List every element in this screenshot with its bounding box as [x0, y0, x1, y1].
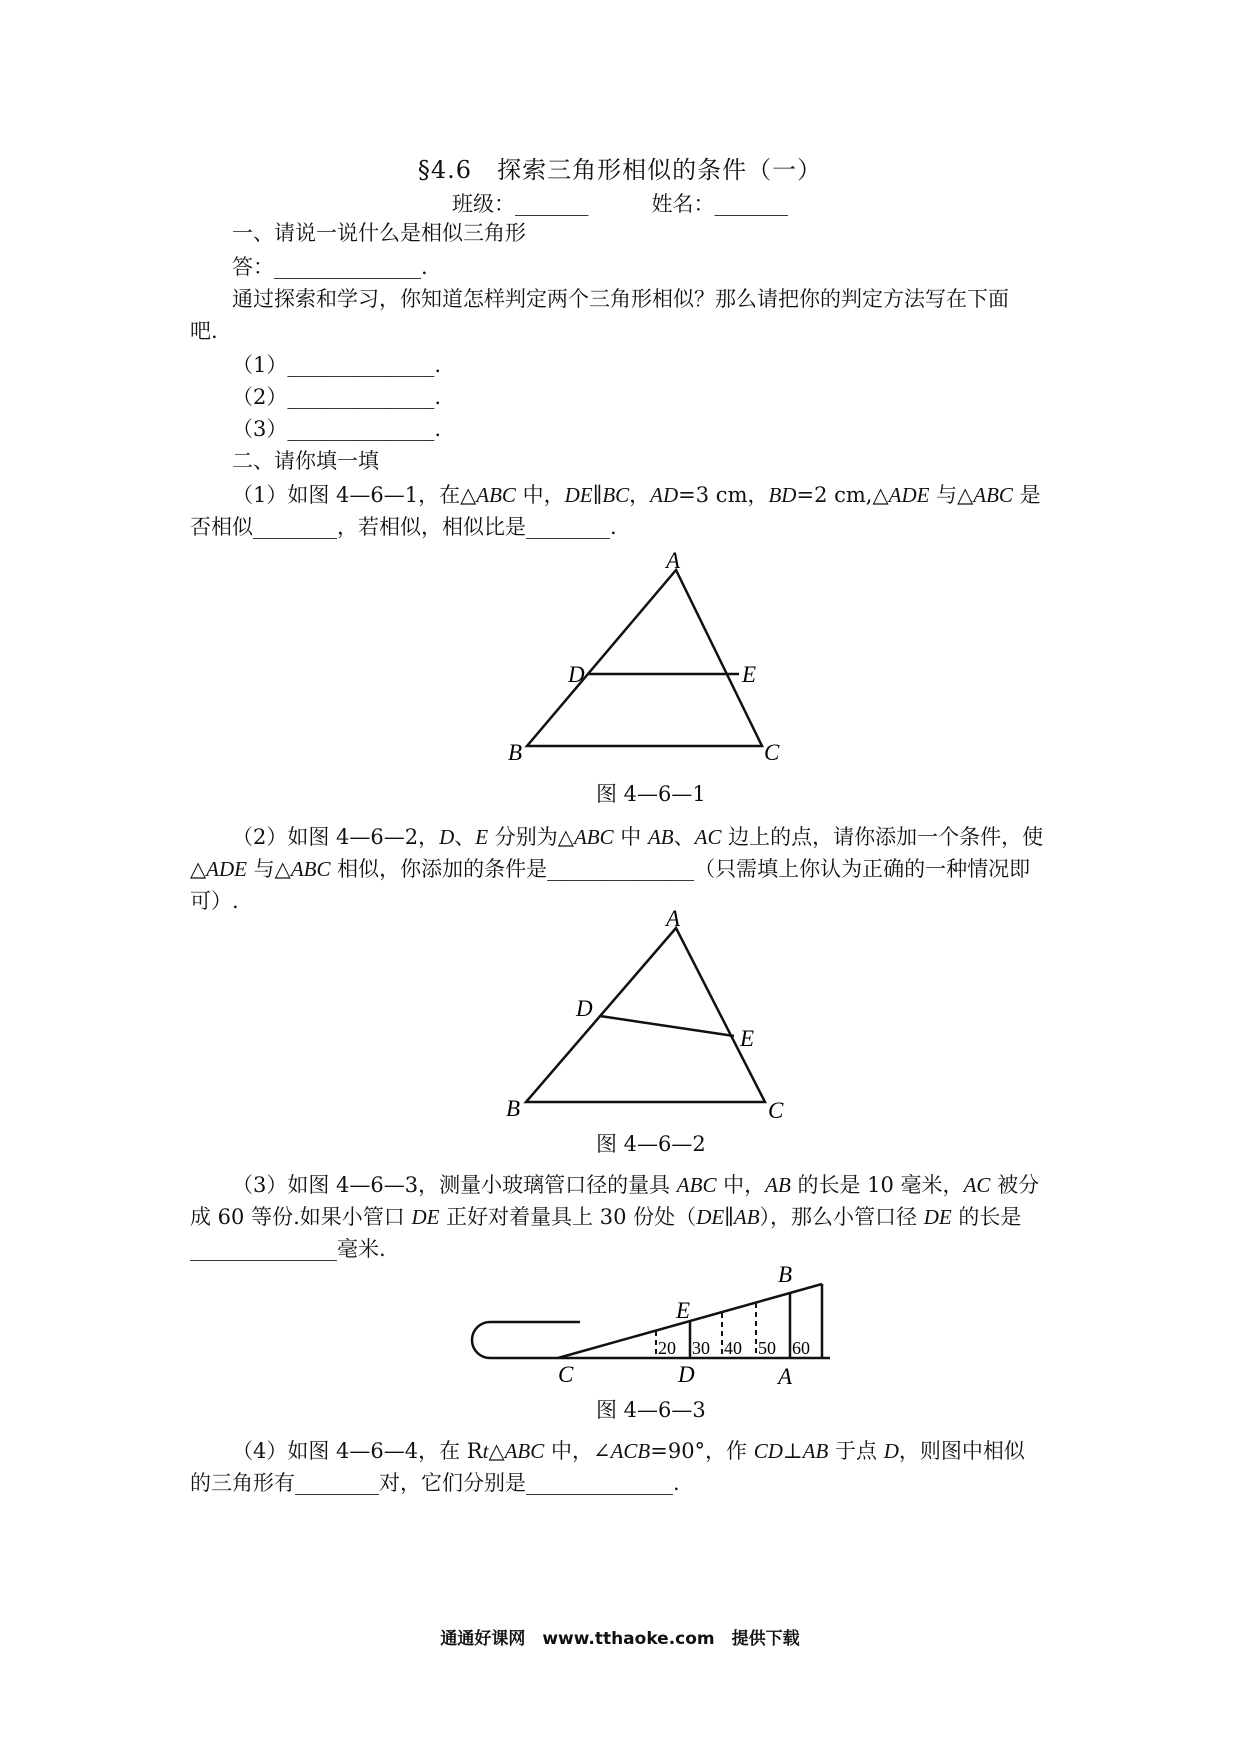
text: 相似，你添加的条件是______________（只需填上你认为正确的一种情况即	[330, 857, 1031, 881]
label-c: C	[768, 1098, 784, 1123]
text: 中	[613, 825, 648, 849]
math: ABC	[504, 1439, 545, 1463]
text: ），那么小管口径	[759, 1205, 924, 1229]
page-footer: 通通好课网 www.tthaoke.com 提供下载	[440, 1629, 800, 1649]
part1-heading: 一、请说一说什么是相似三角形	[232, 221, 526, 245]
math: DE	[923, 1205, 952, 1229]
q3-line2	[190, 1202, 1021, 1232]
text: （2）如图 4—6—2，	[232, 825, 440, 849]
q1-line1	[232, 480, 1041, 510]
label-b: B	[506, 1096, 521, 1121]
text: ，则图中相似	[898, 1439, 1025, 1463]
text: =90°，作	[650, 1439, 754, 1463]
text: =2 cm,△	[796, 483, 889, 507]
math: AB	[765, 1173, 791, 1197]
math: ABC	[573, 825, 614, 849]
text: 边上的点，请你添加一个条件，使	[721, 825, 1044, 849]
math: ABC	[973, 483, 1013, 507]
label-e: E	[740, 1026, 755, 1051]
math: ABC	[476, 483, 516, 507]
math: AB	[647, 825, 674, 849]
glass-tube	[472, 1322, 830, 1358]
math: AB	[802, 1439, 829, 1463]
tick-label-20: 20	[658, 1338, 676, 1358]
part2-heading: 二、请你填一填	[232, 449, 379, 473]
label-b: B	[778, 1262, 793, 1287]
math: CD	[753, 1439, 783, 1463]
q2-line2	[190, 854, 1030, 884]
label-a: A	[778, 1364, 793, 1389]
math: ABC	[676, 1173, 717, 1197]
tick-label-40: 40	[724, 1338, 742, 1358]
label-c: C	[558, 1362, 574, 1387]
q1-line2: 否相似________，若相似，相似比是________.	[190, 515, 617, 539]
math: ABC	[290, 857, 331, 881]
label-b: B	[508, 740, 523, 765]
tick-label-60: 60	[792, 1338, 810, 1358]
math: D	[439, 825, 455, 849]
label-c: C	[764, 740, 780, 765]
text: 被分	[990, 1173, 1040, 1197]
triangle-abc	[526, 928, 765, 1102]
text: 、	[673, 825, 695, 849]
tick-label-30: 30	[692, 1338, 710, 1358]
text: 正好对着量具上 30 份处（	[439, 1205, 697, 1229]
math: D	[883, 1439, 899, 1463]
label-e: E	[742, 662, 757, 687]
text: （4）如图 4—6—4，在 R	[232, 1439, 483, 1463]
text: ，	[629, 483, 651, 507]
text: 中，	[716, 1173, 766, 1197]
student-info-line: 班级：_______ 姓名：_______	[452, 192, 788, 216]
label-d: D	[678, 1362, 695, 1387]
figure-4-6-2	[496, 906, 806, 1126]
math: DE∥AB	[696, 1205, 760, 1229]
part1-intro-line2: 吧.	[190, 319, 218, 343]
q3-line3: ______________毫米.	[190, 1237, 386, 1261]
q2-line1	[232, 822, 1043, 852]
tick-label-50: 50	[758, 1338, 776, 1358]
text: 与△	[246, 857, 291, 881]
math: ADE	[888, 483, 930, 507]
part1-blank-1: （1）______________.	[232, 353, 442, 377]
figure-4-6-1	[500, 548, 800, 768]
q2-line3: 可）.	[190, 889, 239, 913]
math: BD	[768, 483, 797, 507]
q4-line1	[232, 1436, 1025, 1466]
text: △	[190, 857, 207, 881]
figure-4-6-3-caption: 图 4—6—3	[596, 1398, 706, 1422]
part1-answer: 答：______________.	[232, 255, 428, 279]
figure-4-6-3	[450, 1262, 840, 1392]
text: 分别为△	[488, 825, 574, 849]
text: =3 cm，	[678, 483, 769, 507]
label-d: D	[568, 662, 585, 687]
part1-blank-2: （2）______________.	[232, 385, 442, 409]
text: （1）如图 4—6—1，在△	[232, 483, 477, 507]
part1-intro-line1: 通过探索和学习，你知道怎样判定两个三角形相似？那么请把你的判定方法写在下面	[232, 287, 1009, 311]
label-a: A	[666, 548, 681, 573]
text: 是	[1012, 483, 1041, 507]
text: 于点	[828, 1439, 884, 1463]
math: DE	[411, 1205, 440, 1229]
text: △	[488, 1439, 505, 1463]
label-a: A	[666, 906, 681, 931]
figure-4-6-1-caption: 图 4—6—1	[596, 782, 706, 806]
label-e: E	[676, 1298, 691, 1323]
math: ACB	[610, 1439, 651, 1463]
math: t	[482, 1439, 489, 1463]
q3-line1	[232, 1170, 1039, 1200]
math: AD	[650, 483, 679, 507]
math: E	[475, 825, 489, 849]
text: 中，∠	[544, 1439, 611, 1463]
text: 的长是 10 毫米，	[790, 1173, 964, 1197]
triangle-abc	[527, 570, 762, 746]
text: 与△	[929, 483, 974, 507]
math: AC	[694, 825, 722, 849]
part1-blank-3: （3）______________.	[232, 417, 442, 441]
q4-line2: 的三角形有________对，它们分别是______________.	[190, 1471, 680, 1495]
segment-de	[600, 1016, 734, 1036]
text: 成 60 等份.如果小管口	[190, 1205, 412, 1229]
math: ADE	[206, 857, 247, 881]
figure-4-6-2-caption: 图 4—6—2	[596, 1132, 706, 1156]
text: 、	[454, 825, 476, 849]
text: 中，	[515, 483, 565, 507]
text: 的长是	[951, 1205, 1022, 1229]
label-d: D	[576, 996, 593, 1021]
text: （3）如图 4—6—3，测量小玻璃管口径的量具	[232, 1173, 677, 1197]
page-title: §4.6 探索三角形相似的条件（一）	[417, 156, 823, 184]
math: AC	[963, 1173, 991, 1197]
math: DE∥BC	[564, 483, 630, 507]
text: ⊥	[782, 1439, 803, 1463]
